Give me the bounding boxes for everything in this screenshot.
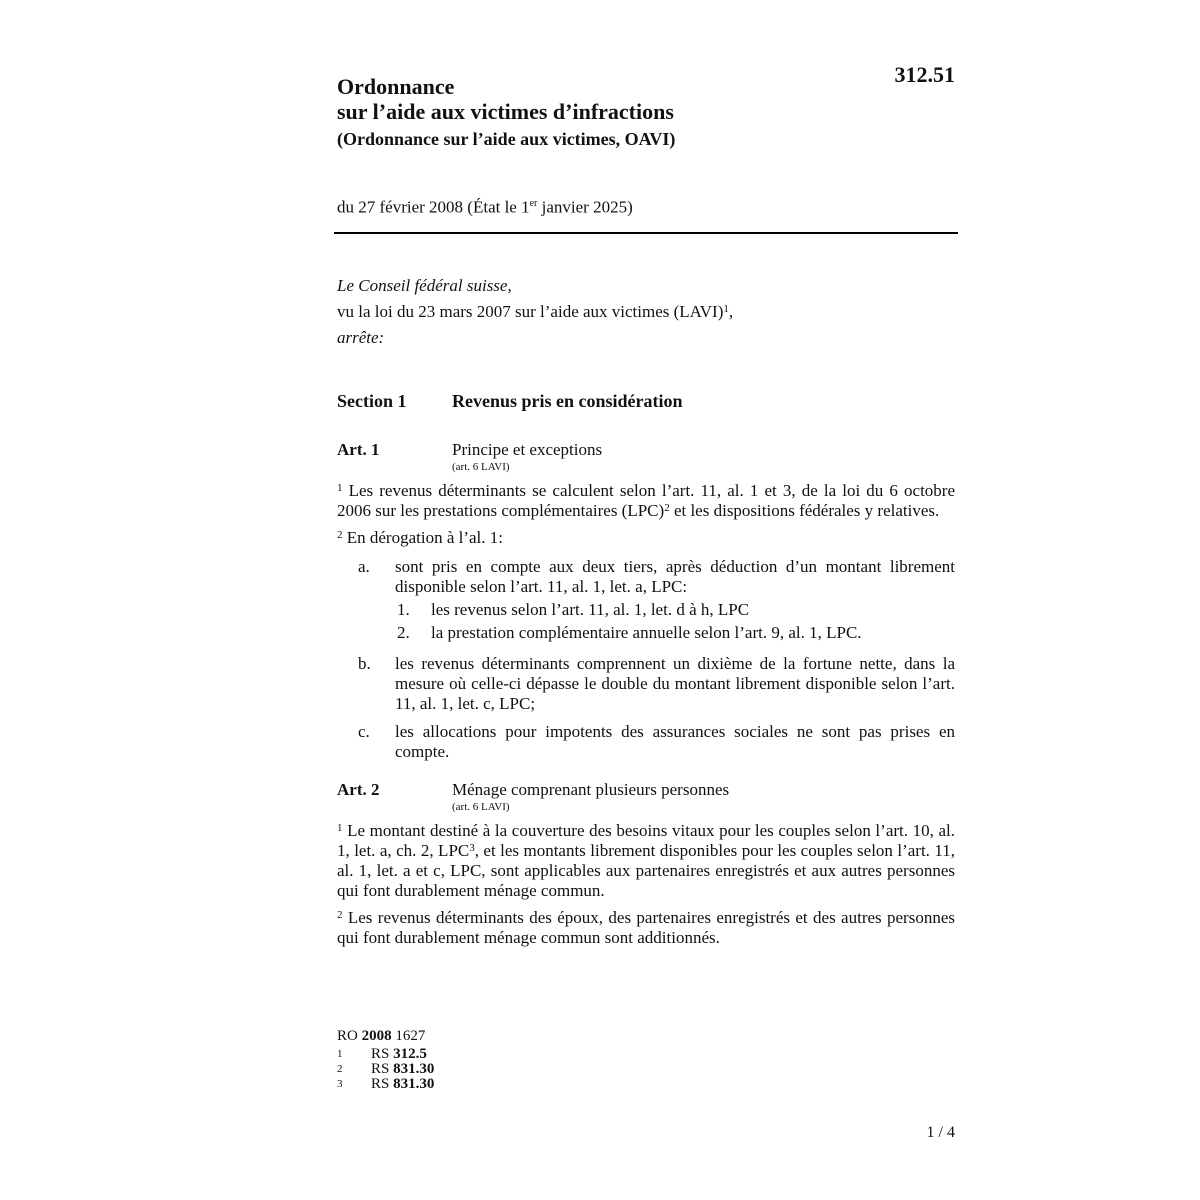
preamble-basis-text: vu la loi du 23 mars 2007 sur l’aide aux victimes (LAVI) [337, 301, 724, 321]
paragraph-text: Le montant destiné à la couverture des besoins vitaux pour les couples selon l’art. 10, al. 1, let. a, ch. 2, LPC [337, 820, 955, 860]
title-block [337, 62, 955, 151]
paragraph-text: Les revenus déterminants des époux, des partenaires enregistrés et des autres personnes qui font durablement ménage commun sont additionnés. [337, 907, 955, 947]
preamble-decree: arrête: [337, 327, 385, 347]
numbered-sublist [395, 600, 955, 643]
paragraph-text-cont: , et les montants librement disponibles pour les couples selon l’art. 11, al. 1, let. a et c, LPC, sont applicables aux partenaires enregistrés et aux autres personnes qui font durablement ménage commun. [337, 840, 955, 900]
paragraph-2 [337, 528, 955, 548]
paragraph-text: En dérogation à l’al. 1: [342, 527, 504, 547]
article-number: Art. 2 [337, 779, 380, 799]
paragraph-number: 2 [337, 908, 343, 921]
paragraph-1 [337, 821, 955, 901]
section-number: Section 1 [337, 390, 407, 411]
ro-year: 2008 [361, 1028, 392, 1044]
list-marker: a. [358, 556, 370, 576]
list-item [337, 722, 955, 762]
sublist-text: la prestation complémentaire annuelle selon l’art. 9, al. 1, LPC. [431, 622, 862, 642]
document-page [337, 62, 955, 1141]
sublist-text: les revenus selon l’art. 11, al. 1, let. d à h, LPC [431, 599, 750, 619]
list-item-text: les allocations pour impotents des assurances sociales ne sont pas prises en compte. [395, 721, 955, 761]
document-title-line2: sur l’aide aux victimes d’infractions [337, 99, 674, 124]
paragraph-number: 1 [337, 821, 343, 834]
letter-list [337, 557, 955, 762]
document-title-line1: Ordonnance [337, 74, 455, 99]
date-prefix: du 27 février 2008 (État le 1 [337, 197, 530, 217]
footnote-ref-1[interactable]: 1 [723, 302, 729, 315]
footnote-rs-number: 831.30 [393, 1076, 435, 1092]
footnote-number: 3 [337, 1078, 343, 1090]
article-reference: (art. 6 LAVI) [452, 800, 510, 813]
footnote-item [337, 1077, 434, 1092]
header-divider [334, 232, 958, 234]
footnote-number: 2 [337, 1063, 343, 1075]
preamble-basis-end: , [728, 301, 734, 321]
footnote-rs: RS [371, 1076, 394, 1092]
sublist-item [395, 623, 955, 643]
article-heading [337, 780, 955, 800]
paragraph-number: 2 [337, 528, 343, 541]
list-item [337, 557, 955, 646]
date-suffix: janvier 2025) [537, 197, 633, 217]
article-heading [337, 440, 955, 460]
page-number: 1 / 4 [926, 1124, 955, 1141]
document-subtitle: (Ordonnance sur l’aide aux victimes, OAVI) [337, 129, 676, 149]
footnote-item [337, 1047, 434, 1062]
sr-number: 312.51 [894, 62, 955, 87]
footnote-rs-number: 831.30 [393, 1061, 435, 1077]
paragraph-number: 1 [337, 481, 343, 494]
ro-page: 1627 [391, 1028, 426, 1044]
article-reference: (art. 6 LAVI) [452, 460, 510, 473]
article-title: Principe et exceptions [452, 439, 603, 459]
paragraph-text: Les revenus déterminants se calculent selon l’art. 11, al. 1 et 3, de la loi du 6 octobre 2006 sur les prestations complémentaires (LPC) [337, 480, 955, 520]
list-marker: b. [358, 653, 371, 673]
sublist-item [395, 600, 955, 620]
date-line [337, 193, 955, 219]
ro-reference [337, 1028, 434, 1045]
date-superscript: er [529, 198, 538, 209]
footnotes [337, 1028, 434, 1092]
footnote-item [337, 1062, 434, 1077]
ro-prefix: RO [337, 1028, 362, 1044]
sublist-marker: 1. [397, 599, 410, 619]
footnote-rs: RS [371, 1046, 394, 1062]
footnote-number: 1 [337, 1048, 343, 1060]
paragraph-text-cont: et les dispositions fédérales y relatives. [669, 500, 940, 520]
article-title: Ménage comprenant plusieurs personnes [452, 779, 730, 799]
preamble [337, 273, 955, 351]
paragraph-2 [337, 908, 955, 948]
article-1 [337, 440, 955, 762]
article-number: Art. 1 [337, 439, 380, 459]
preamble-authority: Le Conseil fédéral suisse, [337, 275, 512, 295]
list-item-text: sont pris en compte aux deux tiers, après déduction d’un montant librement disponible selon l’art. 11, al. 1, let. a, LPC: [395, 556, 955, 596]
footnote-rs: RS [371, 1061, 394, 1077]
sublist-marker: 2. [397, 622, 410, 642]
paragraph-1 [337, 481, 955, 521]
footnote-ref-3[interactable]: 3 [469, 841, 475, 854]
footnote-ref-2[interactable]: 2 [664, 501, 670, 514]
section-title: Revenus pris en considération [452, 390, 683, 411]
footnote-rs-number: 312.5 [393, 1046, 427, 1062]
section-heading [337, 389, 955, 413]
preamble-basis [337, 299, 955, 325]
article-2 [337, 780, 955, 948]
list-item-text: les revenus déterminants comprennent un dixième de la fortune nette, dans la mesure où celle-ci dépasse le double du montant librement disponible selon l’art. 11, al. 1, let. c, LPC; [395, 653, 955, 713]
list-item [337, 654, 955, 714]
list-marker: c. [358, 721, 370, 741]
